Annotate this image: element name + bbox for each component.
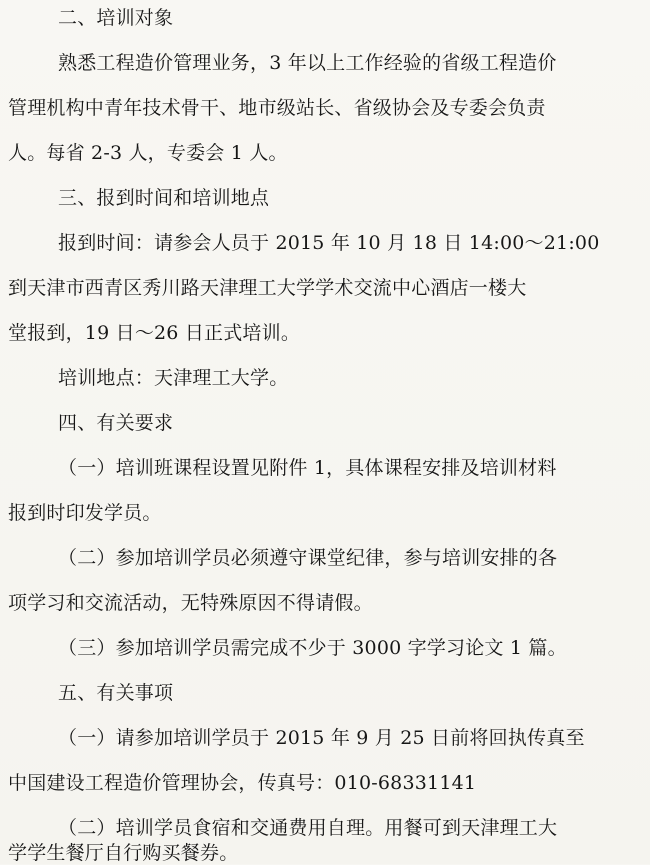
section-3-paragraph-1-line-1: 报到时间：请参会人员于 2015 年 10 月 18 日 14:00～21:00 — [58, 232, 600, 254]
section-4-item-1-line-1: （一）培训班课程设置见附件 1，具体课程安排及培训材料 — [58, 457, 557, 479]
section-2-paragraph-line-1: 熟悉工程造价管理业务，3 年以上工作经验的省级工程造价 — [58, 52, 557, 74]
section-5-item-1-line-2: 中国建设工程造价管理协会，传真号：010-68331141 — [8, 772, 477, 794]
section-2-paragraph-line-3: 人。每省 2-3 人，专委会 1 人。 — [8, 142, 288, 164]
section-3-paragraph-2: 培训地点：天津理工大学。 — [58, 367, 289, 389]
section-4-title: 四、有关要求 — [58, 412, 174, 434]
section-5-item-1-line-1: （一）请参加培训学员于 2015 年 9 月 25 日前将回执传真至 — [58, 727, 585, 749]
section-2-paragraph-line-2: 管理机构中青年技术骨干、地市级站长、省级协会及专委会负责 — [8, 97, 546, 119]
section-2-title: 二、培训对象 — [58, 7, 174, 29]
section-3-title: 三、报到时间和培训地点 — [58, 187, 270, 209]
section-4-item-1-line-2: 报到时印发学员。 — [8, 502, 162, 524]
section-5-item-2-line-2: 学学生餐厅自行购买餐券。 — [8, 842, 239, 864]
section-4-item-3: （三）参加培训学员需完成不少于 3000 字学习论文 1 篇。 — [58, 637, 567, 659]
section-3-paragraph-1-line-2: 到天津市西青区秀川路天津理工大学学术交流中心酒店一楼大 — [8, 277, 527, 299]
section-4-item-2-line-1: （二）参加培训学员必须遵守课堂纪律，参与培训安排的各 — [58, 547, 558, 569]
section-5-title: 五、有关事项 — [58, 682, 174, 704]
section-4-item-2-line-2: 项学习和交流活动，无特殊原因不得请假。 — [8, 592, 373, 614]
section-5-item-2-line-1: （二）培训学员食宿和交通费用自理。用餐可到天津理工大 — [58, 817, 558, 839]
section-3-paragraph-1-line-3: 堂报到，19 日～26 日正式培训。 — [8, 322, 301, 344]
